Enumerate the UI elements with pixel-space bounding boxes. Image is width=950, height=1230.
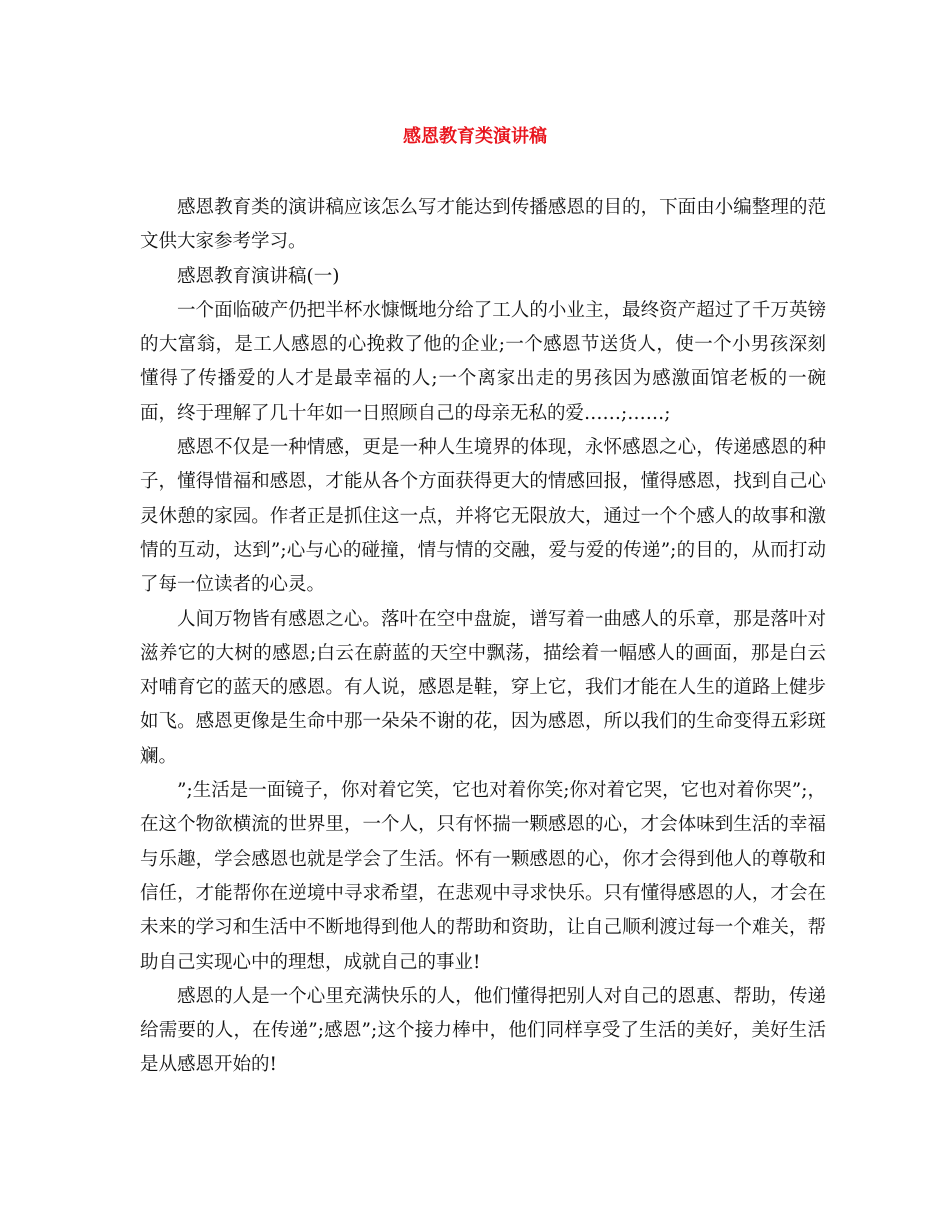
body-paragraph: 感恩不仅是一种情感，更是一种人生境界的体现，永怀感恩之心，传递感恩的种子，懂得惜福和感恩，才能从各个方面获得更大的情感回报，懂得感恩，找到自己心灵休憩的家园。作者正是抓住这一点，并将它无限放大，通过一个个感人的故事和激情的互动，达到”;心与心的碰撞，情与情的交融，爱与爱的传递”;的目的，从而打动了每一位读者的心灵。: [140, 437, 826, 596]
body-paragraph: ”;生活是一面镜子，你对着它笑，它也对着你笑;你对着它哭，它也对着你哭”;，在这个物欲横流的世界里，一个人，只有怀揣一颗感恩的心，才会体味到生活的幸福与乐趣，学会感恩也就是学会了生活。怀有一颗感恩的心，你才会得到他人的尊敬和信任，才能帮你在逆境中寻求希望，在悲观中寻求快乐。只有懂得感恩的人，才会在未来的学习和生活中不断地得到他人的帮助和资助，让自己顺利渡过每一个难关，帮助自己实现心中的理想，成就自己的事业!: [140, 780, 826, 973]
document-title: 感恩教育类演讲稿: [403, 126, 547, 147]
body-paragraph: 人间万物皆有感恩之心。落叶在空中盘旋，谱写着一曲感人的乐章，那是落叶对滋养它的大树的感恩;白云在蔚蓝的天空中飘荡，描绘着一幅感人的画面，那是白云对哺育它的蓝天的感恩。有人说，感恩是鞋，穿上它，我们才能在人生的道路上健步如飞。感恩更像是生命中那一朵朵不谢的花，因为感恩，所以我们的生命变得五彩斑斓。: [140, 608, 826, 767]
document-body: [140, 191, 826, 1083]
body-paragraph: 一个面临破产仍把半杯水慷慨地分给了工人的小业主，最终资产超过了千万英镑的大富翁，是工人感恩的心挽救了他的企业;一个感恩节送货人，使一个小男孩深刻懂得了传播爱的人才是最幸福的人;一个离家出走的男孩因为感激面馆老板的一碗面，终于理解了几十年如一日照顾自己的母亲无私的爱……;……;: [140, 299, 826, 424]
section-heading: 感恩教育演讲稿(一): [177, 265, 340, 287]
body-paragraph: 感恩的人是一个心里充满快乐的人，他们懂得把别人对自己的恩惠、帮助，传递给需要的人，在传递”;感恩”;这个接力棒中，他们同样享受了生活的美好，美好生活是从感恩开始的!: [140, 985, 826, 1076]
intro-paragraph: 感恩教育类的演讲稿应该怎么写才能达到传播感恩的目的，下面由小编整理的范文供大家参考学习。: [140, 197, 826, 253]
